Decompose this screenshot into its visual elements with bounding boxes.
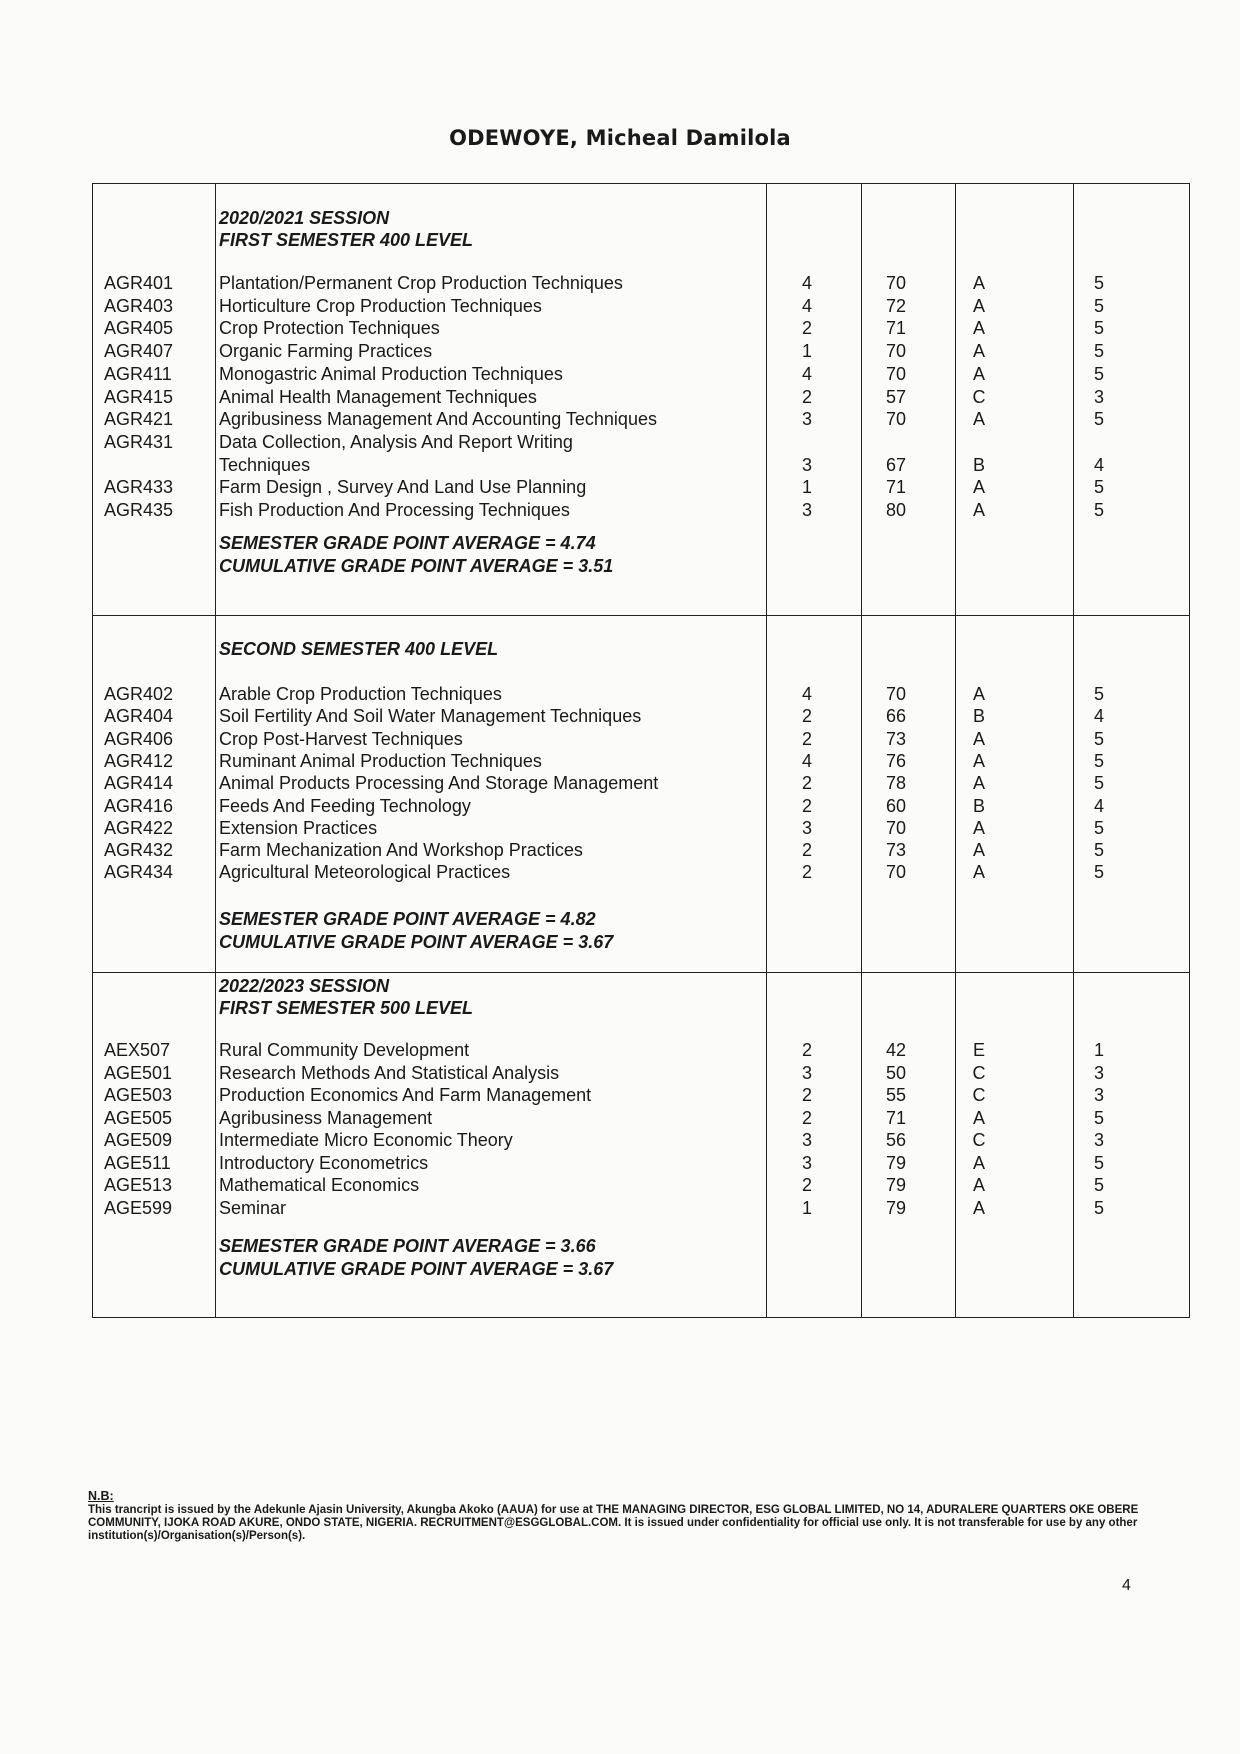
- course-gp: 5: [1093, 817, 1104, 838]
- course-row: [93, 1084, 1189, 1106]
- course-gp: 5: [1093, 862, 1104, 883]
- section-header: FIRST SEMESTER 500 LEVEL: [219, 998, 474, 1018]
- course-gp: 4: [1093, 454, 1104, 475]
- course-score: 70: [885, 363, 907, 384]
- section-header: FIRST SEMESTER 400 LEVEL: [219, 230, 474, 250]
- course-title: Farm Mechanization And Workshop Practices: [219, 840, 583, 861]
- course-code: AGR435: [104, 500, 174, 520]
- course-gp: 5: [1093, 477, 1104, 498]
- course-grade: A: [972, 684, 985, 704]
- course-title: Soil Fertility And Soil Water Management Techniques: [219, 706, 642, 727]
- course-score: 60: [885, 795, 907, 816]
- course-grade: A: [972, 295, 985, 316]
- course-gp: 4: [1093, 795, 1104, 816]
- course-grade: A: [972, 363, 985, 384]
- course-unit: 3: [801, 409, 812, 430]
- course-unit: 1: [801, 477, 812, 498]
- course-title: Introductory Econometrics: [219, 1152, 429, 1173]
- course-code: AGE513: [104, 1175, 173, 1195]
- course-score: 70: [885, 341, 907, 362]
- course-score: 73: [885, 840, 907, 861]
- course-code: AGE511: [104, 1152, 171, 1173]
- course-score: 66: [885, 706, 907, 727]
- course-unit: 2: [801, 1040, 812, 1060]
- course-title: Arable Crop Production Techniques: [219, 684, 502, 704]
- course-unit: 2: [801, 1107, 812, 1128]
- course-row: [93, 295, 1189, 317]
- course-grade: E: [972, 1040, 985, 1060]
- course-title: Horticulture Crop Production Techniques: [219, 295, 542, 316]
- course-grade: A: [972, 750, 985, 771]
- course-gp: 5: [1093, 341, 1104, 362]
- course-code: AGR431: [104, 431, 174, 452]
- course-row: [93, 861, 1189, 883]
- semester-gpa: SEMESTER GRADE POINT AVERAGE = 4.82: [219, 909, 596, 929]
- course-title: Mathematical Economics: [219, 1175, 420, 1195]
- course-grade: B: [972, 454, 985, 475]
- course-grade: A: [972, 773, 985, 794]
- course-score: 70: [885, 817, 907, 838]
- course-unit: 2: [801, 386, 812, 407]
- course-score: 79: [885, 1175, 907, 1195]
- course-code: AGR406: [104, 728, 174, 749]
- course-title: Feeds And Feeding Technology: [219, 795, 471, 816]
- course-title: Animal Health Management Techniques: [219, 386, 537, 407]
- course-unit: 4: [801, 750, 812, 771]
- course-grade: A: [972, 862, 985, 883]
- course-gp: 5: [1093, 773, 1104, 794]
- course-row: [93, 272, 1189, 294]
- course-unit: 4: [801, 363, 812, 384]
- course-code: AGR432: [104, 840, 174, 861]
- course-code: AGR434: [104, 862, 174, 883]
- course-gp: 5: [1093, 1175, 1104, 1195]
- course-grade: B: [972, 706, 985, 727]
- course-grade: A: [972, 500, 985, 520]
- course-gp: 5: [1093, 295, 1104, 316]
- course-row: [93, 728, 1189, 750]
- course-gp: 5: [1093, 684, 1104, 704]
- course-gp: 5: [1093, 273, 1104, 293]
- course-score: 79: [885, 1197, 907, 1218]
- course-unit: 1: [801, 341, 812, 362]
- course-unit: 3: [801, 1062, 812, 1083]
- semester-gpa: SEMESTER GRADE POINT AVERAGE = 4.74: [219, 533, 596, 553]
- footnote: [88, 1490, 1168, 1543]
- course-row: [93, 363, 1189, 385]
- course-grade: A: [972, 318, 985, 339]
- course-unit: 1: [801, 1197, 812, 1218]
- course-gp: 5: [1093, 363, 1104, 384]
- course-row: [93, 817, 1189, 839]
- course-code: AGR402: [104, 684, 174, 704]
- footnote-label: N.B:: [88, 1489, 114, 1503]
- course-title: Crop Protection Techniques: [219, 318, 440, 339]
- course-row: [93, 1039, 1189, 1061]
- course-unit: 3: [801, 1130, 812, 1150]
- course-score: 50: [885, 1062, 907, 1083]
- course-score: 73: [885, 728, 907, 749]
- course-unit: 2: [801, 318, 812, 339]
- course-code: AGE505: [104, 1107, 173, 1128]
- course-code: AGR404: [104, 706, 174, 727]
- course-row: [93, 454, 1189, 476]
- course-grade: A: [972, 1107, 985, 1128]
- course-row: [93, 340, 1189, 362]
- course-gp: 5: [1093, 750, 1104, 771]
- course-row: [93, 317, 1189, 339]
- course-score: 71: [885, 477, 907, 498]
- course-score: 79: [885, 1152, 907, 1173]
- course-score: 72: [885, 295, 907, 316]
- course-grade: A: [972, 840, 985, 861]
- course-gp: 4: [1093, 706, 1104, 727]
- course-unit: 3: [801, 500, 812, 520]
- course-title: Extension Practices: [219, 817, 378, 838]
- course-grade: C: [972, 1085, 986, 1105]
- course-code: AGR407: [104, 341, 174, 362]
- course-score: 67: [885, 454, 907, 475]
- course-title: Intermediate Micro Economic Theory: [219, 1130, 513, 1150]
- course-score: 70: [885, 409, 907, 430]
- course-unit: 2: [801, 1175, 812, 1195]
- course-row: [93, 386, 1189, 408]
- course-grade: C: [972, 1130, 986, 1150]
- course-code: AGR433: [104, 477, 174, 498]
- course-unit: 3: [801, 817, 812, 838]
- course-title: Farm Design , Survey And Land Use Planning: [219, 477, 587, 498]
- course-grade: A: [972, 477, 985, 498]
- course-code: AGR416: [104, 795, 174, 816]
- course-unit: 3: [801, 1152, 812, 1173]
- course-code: AGR422: [104, 817, 174, 838]
- course-gp: 5: [1093, 728, 1104, 749]
- section-header: 2020/2021 SESSION: [219, 208, 390, 228]
- course-code: AGE599: [104, 1197, 173, 1218]
- course-unit: 2: [801, 840, 812, 861]
- course-score: 71: [885, 1107, 907, 1128]
- course-unit: 4: [801, 684, 812, 704]
- course-score: 78: [885, 773, 907, 794]
- course-grade: A: [972, 341, 985, 362]
- course-gp: 3: [1093, 386, 1104, 407]
- course-row: [93, 1107, 1189, 1129]
- course-gp: 5: [1093, 409, 1104, 430]
- course-score: 70: [885, 684, 907, 704]
- course-grade: C: [972, 386, 986, 407]
- section-header: 2022/2023 SESSION: [219, 976, 390, 996]
- course-row: [93, 1129, 1189, 1151]
- course-title: Research Methods And Statistical Analysis: [219, 1062, 560, 1083]
- course-gp: 5: [1093, 1197, 1104, 1218]
- course-grade: A: [972, 1197, 985, 1218]
- course-title: Data Collection, Analysis And Report Writing: [219, 431, 573, 452]
- course-unit: 4: [801, 273, 812, 293]
- course-grade: C: [972, 1062, 986, 1083]
- course-score: 57: [885, 386, 907, 407]
- course-row: [93, 772, 1189, 794]
- course-unit: 4: [801, 295, 812, 316]
- course-grade: B: [972, 795, 985, 816]
- section-header: SECOND SEMESTER 400 LEVEL: [219, 639, 499, 659]
- course-code: AGR411: [104, 363, 172, 384]
- section-divider: [93, 615, 1189, 616]
- semester-gpa: SEMESTER GRADE POINT AVERAGE = 3.66: [219, 1236, 596, 1256]
- course-gp: 3: [1093, 1085, 1104, 1105]
- course-title: Plantation/Permanent Crop Production Techniques: [219, 273, 623, 293]
- course-unit: 2: [801, 1085, 812, 1105]
- course-row: [93, 1062, 1189, 1084]
- transcript-table: [92, 183, 1190, 1318]
- course-grade: A: [972, 817, 985, 838]
- course-unit: 2: [801, 728, 812, 749]
- cumulative-gpa: CUMULATIVE GRADE POINT AVERAGE = 3.67: [219, 1259, 614, 1279]
- course-code: AGR401: [104, 273, 174, 293]
- course-grade: A: [972, 1152, 985, 1173]
- course-row: [93, 1174, 1189, 1196]
- course-title: Ruminant Animal Production Techniques: [219, 750, 542, 771]
- course-score: 56: [885, 1130, 907, 1150]
- course-row: [93, 705, 1189, 727]
- course-row: [93, 408, 1189, 430]
- course-gp: 1: [1093, 1040, 1104, 1060]
- course-gp: 3: [1093, 1130, 1104, 1150]
- course-row: [93, 1152, 1189, 1174]
- course-unit: 2: [801, 706, 812, 727]
- course-row: [93, 683, 1189, 705]
- course-code: AGE501: [104, 1062, 173, 1083]
- course-code: AGR412: [104, 750, 174, 771]
- course-code: AGR415: [104, 386, 174, 407]
- course-title: Techniques: [219, 454, 311, 475]
- course-row: [93, 750, 1189, 772]
- course-title: Agribusiness Management: [219, 1107, 433, 1128]
- course-row: [93, 1197, 1189, 1219]
- course-title: Production Economics And Farm Management: [219, 1085, 592, 1105]
- course-gp: 3: [1093, 1062, 1104, 1083]
- course-score: 70: [885, 273, 907, 293]
- course-score: 76: [885, 750, 907, 771]
- course-row: [93, 476, 1189, 498]
- course-code: AGE509: [104, 1130, 173, 1150]
- course-title: Organic Farming Practices: [219, 341, 433, 362]
- course-title: Crop Post-Harvest Techniques: [219, 728, 463, 749]
- course-code: AEX507: [104, 1040, 171, 1060]
- course-unit: 2: [801, 795, 812, 816]
- course-unit: 2: [801, 862, 812, 883]
- course-title: Agricultural Meteorological Practices: [219, 862, 511, 883]
- course-title: Monogastric Animal Production Techniques: [219, 363, 563, 384]
- footnote-text: This trancript is issued by the Adekunle Ajasin University, Akungba Akoko (AAUA) for use at THE MANAGING DIRECTOR, ESG GLOBAL LIMITED, NO 14, ADURALERE QUARTERS OKE OBERE COMMUNITY, IJOKA ROAD AKURE, ONDO STATE, NIGERIA. RECRUITMENT@ESGGLOBAL.COM. It is issued under confidentiality for official use only. It is not transferable for use by any other institution(s)/Organisation(s)/Person(s).: [88, 1504, 1139, 1542]
- cumulative-gpa: CUMULATIVE GRADE POINT AVERAGE = 3.67: [219, 932, 614, 952]
- course-code: AGE503: [104, 1085, 173, 1105]
- course-unit: 3: [801, 454, 812, 475]
- course-title: Rural Community Development: [219, 1040, 470, 1060]
- course-grade: A: [972, 1175, 985, 1195]
- course-code: AGR405: [104, 318, 174, 339]
- course-title: Fish Production And Processing Techniques: [219, 500, 570, 520]
- course-gp: 5: [1093, 1152, 1104, 1173]
- course-code: AGR414: [104, 773, 174, 794]
- course-gp: 5: [1093, 500, 1104, 520]
- course-gp: 5: [1093, 1107, 1104, 1128]
- cumulative-gpa: CUMULATIVE GRADE POINT AVERAGE = 3.51: [219, 556, 614, 576]
- course-title: Animal Products Processing And Storage Management: [219, 773, 659, 794]
- course-score: 71: [885, 318, 907, 339]
- course-title: Seminar: [219, 1197, 287, 1218]
- course-title: Agribusiness Management And Accounting Techniques: [219, 409, 657, 430]
- student-name: ODEWOYE, Micheal Damilola: [449, 126, 791, 150]
- course-score: 42: [885, 1040, 907, 1060]
- course-score: 70: [885, 862, 907, 883]
- course-row: [93, 499, 1189, 521]
- course-grade: A: [972, 409, 985, 430]
- course-score: 80: [885, 500, 907, 520]
- course-grade: A: [972, 273, 985, 293]
- course-score: 55: [885, 1085, 907, 1105]
- course-grade: A: [972, 728, 985, 749]
- course-unit: 2: [801, 773, 812, 794]
- course-gp: 5: [1093, 318, 1104, 339]
- course-row: [93, 839, 1189, 861]
- section-divider: [93, 972, 1189, 973]
- course-row: [93, 795, 1189, 817]
- course-gp: 5: [1093, 840, 1104, 861]
- course-code: AGR403: [104, 295, 174, 316]
- page-number: 4: [1122, 1577, 1131, 1594]
- course-code: AGR421: [104, 409, 174, 430]
- course-row: [93, 431, 1189, 453]
